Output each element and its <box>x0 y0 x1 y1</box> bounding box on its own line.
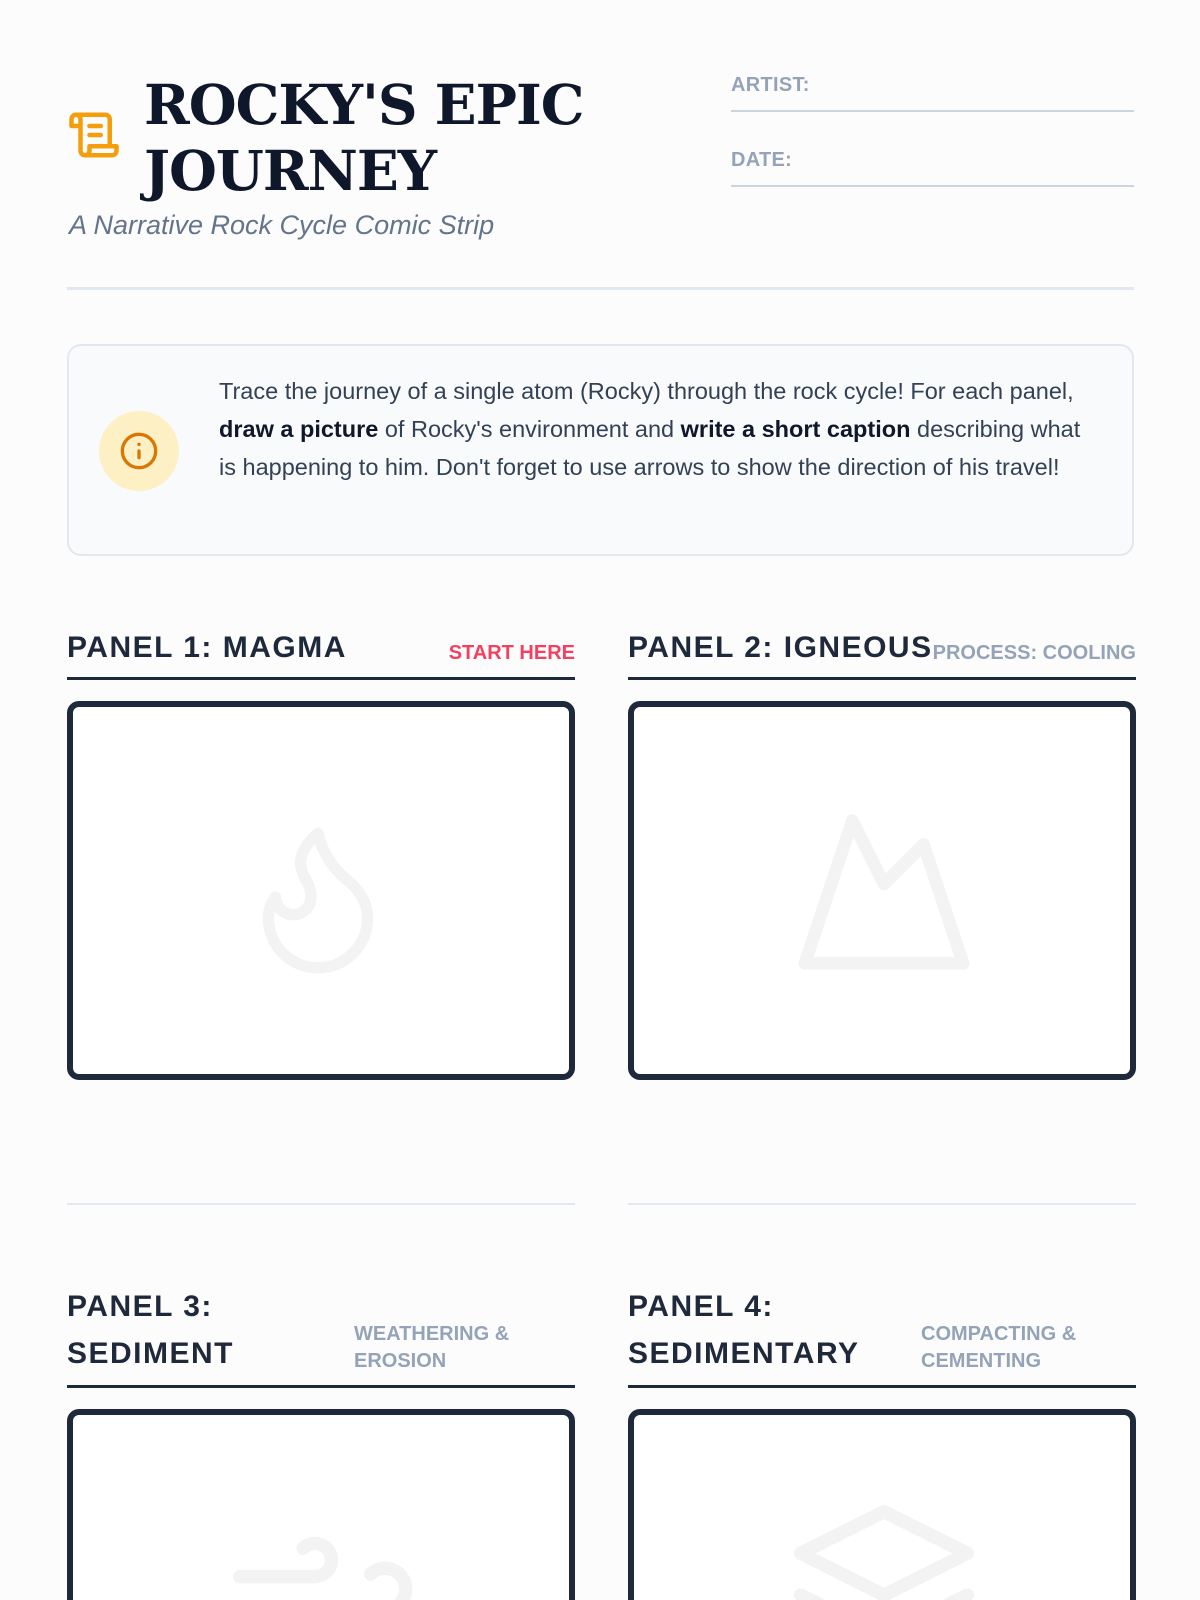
header-divider <box>67 287 1134 290</box>
instructions-text-2: of Rocky's environment and <box>378 416 681 442</box>
panel-1-tag: START HERE <box>448 642 575 664</box>
panel-3-title: PANEL 3: SEDIMENT <box>67 1290 235 1370</box>
panel-4-title: PANEL 4: SEDIMENTARY <box>628 1290 860 1370</box>
panel-2-tag: PROCESS: COOLING <box>932 642 1136 664</box>
panel-2-drawing-area[interactable] <box>628 701 1136 1080</box>
mountain-icon <box>784 797 984 987</box>
panel-3 <box>67 1286 575 1388</box>
date-label: DATE: <box>731 149 793 171</box>
panel-3-tag: WEATHERING & EROSION <box>354 1323 510 1372</box>
panel-1-header <box>67 620 575 680</box>
date-field[interactable] <box>731 147 1134 187</box>
flame-icon <box>233 797 403 997</box>
panel-3-header <box>67 1286 575 1388</box>
panel-4-tag: COMPACTING & CEMENTING <box>921 1323 1077 1372</box>
row-divider-right <box>628 1203 1136 1205</box>
info-badge <box>99 411 179 491</box>
panel-4 <box>628 1286 1136 1388</box>
header <box>67 72 1134 244</box>
artist-label: ARTIST: <box>731 74 810 96</box>
panel-1 <box>67 620 575 680</box>
panel-2-header <box>628 620 1136 680</box>
instructions-text-1: Trace the journey of a single atom (Rocky) through the rock cycle! For each panel, <box>219 378 1074 404</box>
panel-1-drawing-area[interactable] <box>67 701 575 1080</box>
page-title: ROCKY'S EPIC JOURNEY <box>144 72 584 203</box>
panel-3-drawing-area[interactable] <box>67 1409 575 1600</box>
instructions-text-3: describing what is happening to him. Don't forget to use arrows to show the direction of his travel! <box>219 416 1081 480</box>
artist-field[interactable] <box>731 72 1134 112</box>
wind-icon <box>223 1510 423 1600</box>
instructions-box <box>67 344 1134 556</box>
panel-2 <box>628 620 1136 680</box>
panel-4-header <box>628 1286 1136 1388</box>
layers-icon <box>784 1495 984 1600</box>
panel-1-title: PANEL 1: MAGMA <box>67 631 347 664</box>
panel-4-drawing-area[interactable] <box>628 1409 1136 1600</box>
instructions-emphasis-2: write a short caption <box>680 416 911 442</box>
panel-2-title: PANEL 2: IGNEOUS <box>628 631 933 664</box>
page-subtitle: A Narrative Rock Cycle Comic Strip <box>69 210 495 240</box>
instructions-emphasis-1: draw a picture <box>219 416 379 442</box>
row-divider-left <box>67 1203 575 1205</box>
instructions-text <box>219 372 1089 486</box>
scroll-icon <box>67 108 121 162</box>
info-icon <box>119 431 159 471</box>
